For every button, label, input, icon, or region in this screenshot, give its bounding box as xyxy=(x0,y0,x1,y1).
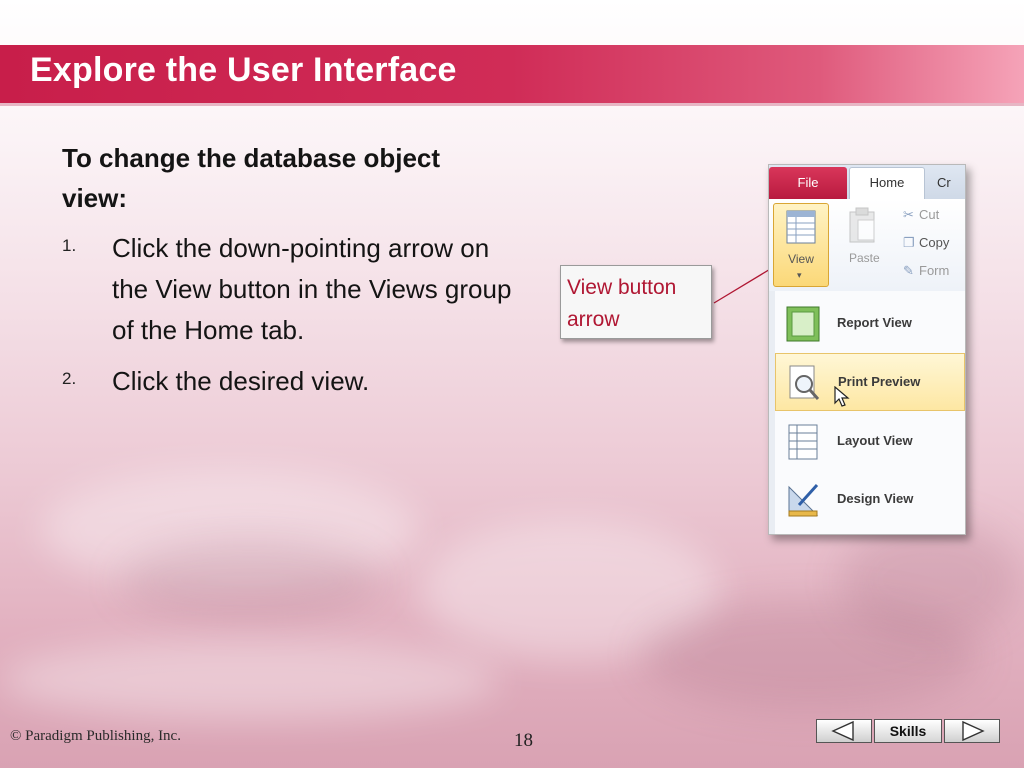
menu-item-report-view xyxy=(775,295,965,353)
slide-title: Explore the User Interface xyxy=(30,51,457,89)
step-item xyxy=(62,361,512,402)
skills-button[interactable]: Skills xyxy=(874,719,942,743)
title-bar xyxy=(0,45,1024,106)
view-button xyxy=(773,203,829,287)
view-menu-screenshot xyxy=(768,164,966,535)
copy-item xyxy=(903,235,949,251)
paste-label: Paste xyxy=(849,251,880,265)
menu-label: Report View xyxy=(837,315,912,330)
tab-create-partial: Cr xyxy=(937,175,951,190)
callout-box xyxy=(560,265,712,339)
menu-item-print-preview xyxy=(775,353,965,411)
datasheet-icon xyxy=(786,210,816,244)
step-text: Click the desired view. xyxy=(112,366,370,396)
mouse-pointer-icon xyxy=(834,386,850,408)
tab-file: File xyxy=(769,167,847,199)
view-button-label: View xyxy=(788,252,814,266)
menu-item-layout-view xyxy=(775,413,965,471)
cut-label: Cut xyxy=(919,207,940,222)
menu-item-design-view xyxy=(775,471,965,529)
report-view-icon xyxy=(785,305,821,343)
copy-label: Copy xyxy=(919,235,950,250)
right-arrow-icon xyxy=(945,720,999,742)
cut-item xyxy=(903,207,939,223)
tab-home: Home xyxy=(849,167,925,199)
left-arrow-icon xyxy=(817,720,871,742)
brush-icon: ✎ xyxy=(903,263,914,278)
step-text: Click the down-pointing arrow on the View button in the Views group of the Home tab. xyxy=(112,233,512,345)
view-button-arrow: ▾ xyxy=(797,270,802,280)
page-number: 18 xyxy=(514,730,533,751)
layout-view-icon xyxy=(785,423,821,461)
view-dropdown-menu xyxy=(769,291,965,534)
print-preview-icon xyxy=(786,364,822,402)
slide-body xyxy=(62,138,512,412)
ribbon-body xyxy=(769,199,965,292)
format-painter-item xyxy=(903,263,949,279)
menu-label: Layout View xyxy=(837,433,913,448)
design-view-icon xyxy=(785,481,821,519)
next-slide-button[interactable] xyxy=(944,719,1000,743)
copyright-text: © Paradigm Publishing, Inc. xyxy=(10,728,181,744)
lead-text: To change the database object view: xyxy=(62,143,441,213)
paste-icon xyxy=(847,207,877,243)
scissors-icon: ✂ xyxy=(903,207,914,222)
callout-line-1: View button xyxy=(567,276,677,299)
callout-line-2: arrow xyxy=(567,308,620,331)
ribbon-tabs xyxy=(769,165,965,199)
step-item xyxy=(62,228,512,351)
copy-icon: ❐ xyxy=(903,235,915,250)
format-label: Form xyxy=(919,263,950,278)
step-number: 1. xyxy=(62,236,77,255)
previous-slide-button[interactable] xyxy=(816,719,872,743)
menu-label: Design View xyxy=(837,491,914,506)
step-number: 2. xyxy=(62,369,77,388)
menu-label: Print Preview xyxy=(838,374,921,389)
step-list xyxy=(62,228,512,402)
